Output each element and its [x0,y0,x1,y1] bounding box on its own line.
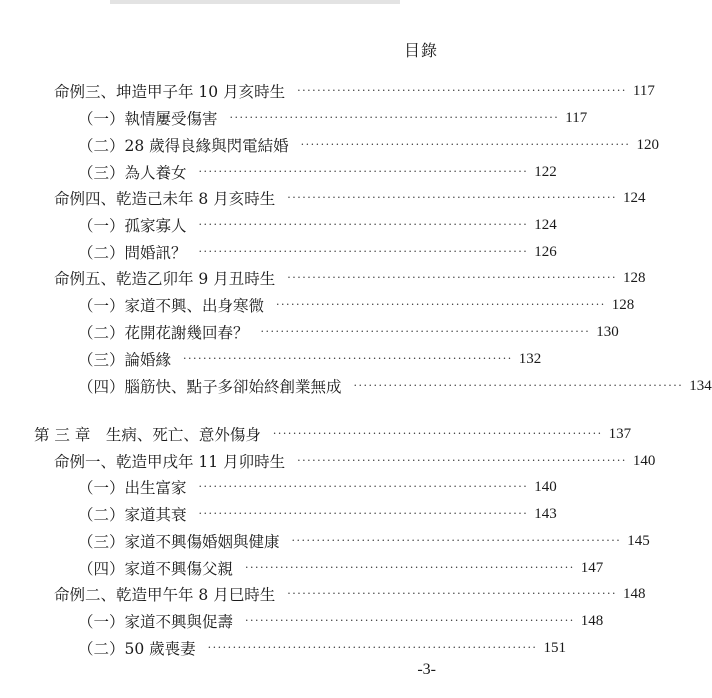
toc-entry-page: 124 [623,189,646,206]
toc-entry-title: （四）家道不興傷父親 [78,560,234,578]
toc-entry-example[interactable] [54,79,655,103]
dot-leader: ·································································· [287,587,617,600]
toc-entry-title: （一）執情屢受傷害 [78,110,218,128]
toc-entry-page: 117 [565,109,588,126]
toc-entry-title: （四）腦筋快、點子多卻始終創業無成 [78,378,342,396]
toc-entry-example[interactable] [54,266,646,290]
toc-entry-title: （三）論婚緣 [78,351,172,369]
toc-entry-title: （一）孤家寡人 [78,217,187,235]
dot-leader: ·································································· [198,245,529,258]
toc-entry-title: （二）問婚訊？ [78,244,187,262]
dot-leader: ·································································· [198,480,529,493]
toc-entry-title: （二）花開花謝幾回春？ [78,324,249,342]
toc-entry-page: 140 [534,478,557,495]
toc-entry-title: （一）家道不興與促壽 [78,613,234,631]
toc-entry-title: （二）28 歲得良緣與閃電結婚 [78,137,289,155]
toc-entry-page: 148 [623,585,646,602]
dot-leader: ·································································· [297,84,627,97]
toc-entry-section[interactable] [78,636,566,660]
toc-entry-section[interactable] [78,556,604,580]
dot-leader: ·································································· [260,325,591,338]
dot-leader: ·································································· [297,454,627,467]
dot-leader: ·································································· [287,271,617,284]
toc-entry-title: 第 三 章 生病、死亡、意外傷身 [34,426,261,444]
toc-entry-section[interactable] [78,160,557,184]
toc-entry-example[interactable] [54,449,656,473]
toc-entry-example[interactable] [54,582,646,606]
toc-entry-title: 命例二、乾造甲午年 8 月巳時生 [54,586,276,604]
toc-entry-page: 137 [608,425,632,442]
toc-entry-page: 140 [632,452,656,469]
toc-entry-page: 134 [689,377,712,394]
toc-entry-title: （一）出生富家 [78,479,187,497]
toc-entry-page: 143 [534,505,557,522]
dot-leader: ·································································· [353,379,684,392]
toc-entry-title: （一）家道不興、出身寒微 [78,297,265,315]
toc-entry-title: （二）家道其衰 [78,506,187,524]
toc-entry-section[interactable] [78,502,557,526]
toc-entry-chapter[interactable] [34,422,632,446]
toc-entry-title: 命例五、乾造乙卯年 9 月丑時生 [54,270,276,288]
toc-entry-page: 151 [543,639,566,656]
toc-entry-section[interactable] [78,529,650,553]
toc-entry-page: 148 [580,612,604,629]
toc-entry-page: 122 [534,163,557,180]
toc-entry-section[interactable] [78,374,712,398]
dot-leader: ·································································· [207,641,538,654]
toc-entry-section[interactable] [78,213,557,237]
toc-entry-section[interactable] [78,133,659,157]
dot-leader: ·································································· [291,534,622,547]
toc-entry-example[interactable] [54,186,646,210]
toc-entry-page: 145 [627,532,650,549]
toc-entry-section[interactable] [78,240,557,264]
dot-leader: ·································································· [229,111,560,124]
toc-entry-page: 117 [632,82,655,99]
toc-entry-section[interactable] [78,609,604,633]
dot-leader: ·································································· [198,165,529,178]
toc-entry-section[interactable] [78,347,542,371]
toc-entry-section[interactable] [78,320,619,344]
page-number: -3- [417,661,436,678]
dot-leader: ·································································· [276,298,606,311]
dot-leader: ·································································· [300,138,631,151]
toc-entry-section[interactable] [78,475,557,499]
toc-entry-title: 命例一、乾造甲戌年 11 月卯時生 [54,453,286,471]
toc-entry-title: （二）50 歲喪妻 [78,640,196,658]
toc-entry-title: 命例四、乾造己未年 8 月亥時生 [54,190,276,208]
toc-entry-page: 147 [580,559,604,576]
dot-leader: ·································································· [272,427,603,440]
dot-leader: ·································································· [245,561,575,574]
toc-entry-page: 130 [596,323,619,340]
toc-entry-page: 128 [611,296,635,313]
toc-entry-section[interactable] [78,106,588,130]
dot-leader: ·································································· [183,352,513,365]
page-title: 目錄 [403,41,438,60]
toc-entry-title: 命例三、坤造甲子年 10 月亥時生 [54,83,286,101]
toc-entry-page: 120 [636,136,659,153]
dot-leader: ·································································· [198,218,529,231]
toc-entry-page: 124 [534,216,557,233]
dot-leader: ·································································· [287,191,617,204]
dot-leader: ·································································· [198,507,529,520]
toc-entry-title: （三）為人養女 [78,164,187,182]
toc-entry-page: 126 [534,243,557,260]
toc-entry-page: 132 [518,350,542,367]
dot-leader: ·································································· [245,614,575,627]
toc-entry-title: （三）家道不興傷婚姻與健康 [78,533,280,551]
toc-entry-section[interactable] [78,293,635,317]
toc-entry-page: 128 [623,269,646,286]
